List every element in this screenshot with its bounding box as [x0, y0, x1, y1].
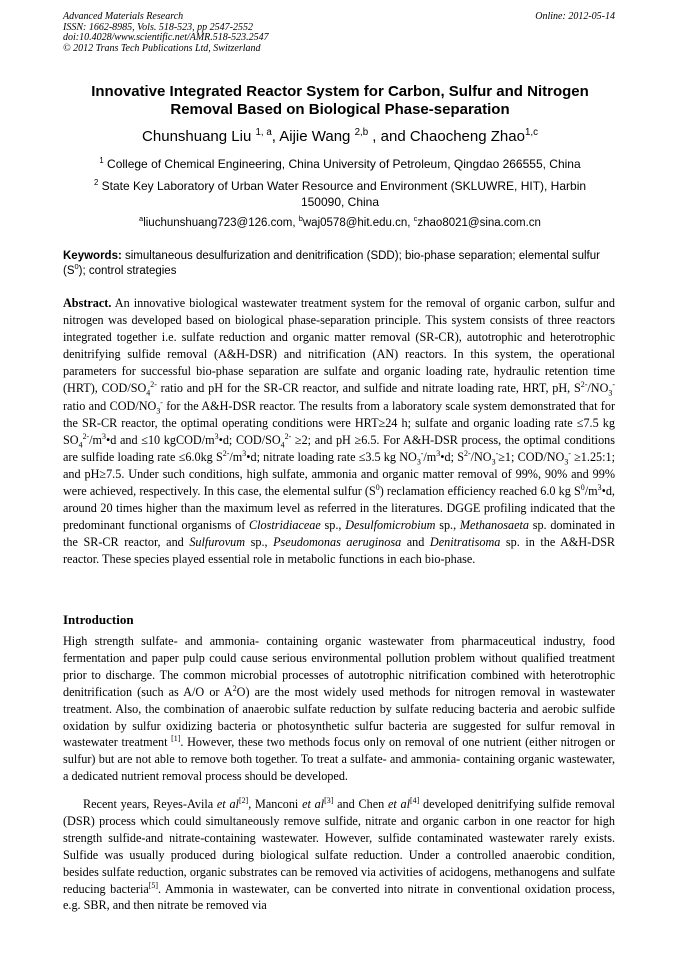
email-b-mark: b — [298, 214, 303, 224]
author-2: , Aijie Wang — [271, 128, 355, 145]
abstract-text: sp. dominated in the SR-CR reactor, and — [63, 518, 616, 550]
abstract-sub: 3 — [564, 457, 569, 467]
abstract-text: /NO — [587, 381, 609, 396]
body-text: Recent years, Reyes-Avila — [83, 797, 217, 811]
abstract-sub: 4 — [78, 440, 83, 450]
keywords-block — [63, 249, 615, 279]
abstract-sup: 2- — [464, 448, 471, 458]
abstract-text: for the A&H-DSR reactor. The results from a laboratory scale system demonstrated that for the SR-CR reactor, the optimal operating conditions were HRT≥24 h; sulfate and organic loading rate ≤7.5 kg SO — [63, 398, 616, 447]
email-b[interactable]: waj0578@hit.edu.cn, — [302, 217, 414, 229]
copyright-line: © 2012 Trans Tech Publications Ltd, Switzerland — [63, 42, 261, 54]
affiliation-1 — [70, 156, 610, 172]
author-1: Chunshuang Liu — [142, 128, 256, 145]
paper-title — [70, 83, 610, 119]
keywords-text: simultaneous desulfurization and denitrification (SDD); bio-phase separation; elemental sulfur (S — [63, 250, 600, 277]
affiliation-2 — [70, 178, 610, 210]
abstract-sup: 3 — [102, 431, 107, 441]
keywords-sup: 0 — [74, 262, 79, 272]
abstract-text: •d and ≤10 kgCOD/m — [106, 432, 215, 447]
citation-ref[interactable]: [4] — [410, 795, 420, 805]
abstract-text: ≥1; COD/NO — [498, 449, 565, 464]
abstract-sup: 2- — [284, 431, 292, 441]
abstract-sup: - — [420, 448, 424, 458]
citation-ref[interactable]: [2] — [238, 795, 249, 805]
abstract-sup: 2- — [150, 380, 157, 390]
body-text: O) are the most widely used methods for nitrogen removal in wastewater treatment. Also, the combination of anaerobic sulfate reduction by sulfate reducing bacteria and aerobic sulfide oxidation by sulfur oxidizing bacteria or photosynthetic sulfur bacteria are suggested for sulfur removal in wastewater treatment — [63, 684, 615, 750]
abstract-paragraph — [63, 295, 615, 569]
citation-ref[interactable]: [5] — [148, 880, 158, 890]
affiliation-2-city: 150090, China — [300, 195, 380, 209]
email-a-mark: a — [139, 214, 144, 224]
body-text: . However, these two methods focus only on removal of one nutrient (either nitrogen or sulfur) but are not able to remove both together. To treat a sulfate- and ammonia- containing organic wastewater, a dedicated nutrient removal process should be developed. — [63, 735, 615, 784]
abstract-text: /m — [423, 449, 437, 464]
abstract-text: ≥2; and pH ≥6.5. For A&H-DSR process, the optimal conditions are sulfide loading rate ≤6.0kg S — [63, 432, 615, 464]
abstract-sup: 0 — [580, 482, 585, 492]
abstract-sup: 3 — [597, 482, 602, 492]
citation-ref[interactable]: [1] — [171, 734, 181, 744]
abstract-text: and — [401, 535, 430, 550]
abstract-sup: 2- — [222, 448, 230, 458]
abstract-text: sp. in the A&H-DSR reactor. These species played essential role in metabolic functions in each bio-phase. — [63, 535, 615, 567]
author-2-affil: 2,b — [354, 127, 369, 138]
abstract-text: /m — [229, 449, 243, 464]
abstract-sub: 3 — [416, 457, 421, 467]
abstract-sup: - — [160, 397, 163, 407]
abstract-sup: - — [568, 448, 571, 458]
journal-header — [63, 12, 615, 54]
title-line-2: Removal Based on Biological Phase-separation — [170, 101, 510, 118]
keywords-label: Keywords: — [63, 250, 122, 262]
issn-line: ISSN: 1662-8985, Vols. 518-523, pp 2547-2552 — [63, 21, 253, 33]
abstract-text: sp., — [435, 518, 460, 533]
organism-name: Methanosaeta — [459, 518, 529, 533]
abstract-text: sp., — [245, 535, 274, 550]
keywords-text-end: ); control strategies — [78, 265, 177, 277]
body-text: . Ammonia in wastewater, can be converted into nitrate in conventional oxidation process, e.g. SBR, and then nitrate be removed via — [63, 881, 616, 913]
abstract-sup: 0 — [375, 482, 380, 492]
body-sup: 2 — [232, 683, 237, 693]
et-al: et al — [302, 797, 325, 811]
et-al: et al — [387, 797, 411, 811]
abstract-sup: 3 — [242, 448, 247, 458]
abstract-sub: 3 — [156, 406, 161, 415]
organism-name: Pseudomonas aeruginosa — [273, 535, 402, 550]
abstract-sub: 3 — [491, 457, 496, 467]
email-c[interactable]: zhao8021@sina.com.cn — [417, 217, 541, 229]
et-al: et al — [216, 797, 239, 811]
body-text: , Manconi — [248, 797, 303, 811]
author-1-affil: 1, a — [255, 127, 272, 138]
affiliation-2-number: 2 — [93, 178, 99, 187]
abstract-text: •d; COD/SO — [218, 432, 281, 447]
journal-name: Advanced Materials Research — [63, 11, 184, 22]
abstract-sub: 4 — [280, 440, 285, 450]
abstract-sup: - — [612, 380, 615, 390]
affiliation-2-text: State Key Laboratory of Urban Water Resource and Environment (SKLUWRE, HIT), Harbin — [98, 179, 587, 193]
abstract-sup: - — [495, 448, 499, 458]
abstract-text: sp., — [320, 518, 346, 533]
author-3: , and Chaocheng Zhao — [368, 128, 525, 145]
introduction-paragraph-2 — [63, 796, 615, 914]
abstract-sup: 3 — [214, 431, 219, 441]
abstract-text: •d, around 20 times higher than the maximum level as referred in the literatures. DGGE profiling indicated that the predominant functional organisms of — [63, 484, 615, 533]
abstract-text: An innovative biological wastewater treatment system for the removal of organic carbon, sulfur and nitrogen was developed based on biological phase-separation principle. This system consists of three reactors integrated together i.e. sulfate reduction and organic matter removal (SR-CR), autotrophic and heterotrophic denitrifying sulfide removal (A&H-DSR) and nitrification (AN) reactors. In this system, the operational parameters for successful bio-phase separation are sulfate and organic loading rate, hydraulic retention time (HRT), COD/SO — [63, 296, 615, 396]
abstract-sub: 4 — [146, 388, 151, 398]
introduction-heading: Introduction — [63, 612, 134, 627]
title-line-1: Innovative Integrated Reactor System for Carbon, Sulfur and Nitrogen — [91, 83, 589, 100]
abstract-text: ) reclamation efficiency reached 6.0 kg S — [379, 484, 581, 499]
introduction-paragraph-1 — [63, 633, 615, 785]
doi-line: doi:10.4028/www.scientific.net/AMR.518-523.2547 — [63, 32, 269, 43]
affiliation-1-number: 1 — [99, 156, 104, 165]
abstract-text: ratio and pH for the SR-CR reactor, and sulfide and nitrate loading rate, HRT, pH, S — [156, 381, 581, 396]
abstract-text: /m — [89, 432, 103, 447]
abstract-sup: 3 — [436, 448, 441, 458]
body-text: High strength sulfate- and ammonia- containing organic wastewater from pharmaceutical industry, food fermentation and paper pulp could cause serious environmental pollution problem without qualified treatment prior to discharge. The common microbial processes of autotrophic nitrification combined with heterotrophic denitrification (such as A/O or A — [63, 634, 615, 699]
abstract-sub: 3 — [608, 388, 613, 398]
organism-name: Sulfurovum — [189, 535, 246, 550]
abstract-text: •d; S — [440, 449, 464, 464]
abstract-text: /NO — [470, 449, 492, 464]
citation-ref[interactable]: [3] — [324, 795, 334, 805]
abstract-text: ≥1.25:1; and pH≥7.5. Under such conditions, high sulfate, ammonia and organic matter removal of 99%, 90% and 99% were achieved, respectively. In this case, the elemental sulfur (S — [63, 449, 616, 499]
abstract-text: ratio and COD/NO — [63, 398, 157, 413]
abstract-sup: 2- — [580, 380, 588, 390]
organism-name: Desulfomicrobium — [345, 518, 436, 533]
abstract-text: /m — [584, 484, 598, 499]
body-text: developed denitrifying sulfide removal (DSR) process which could simultaneously remove sulfide, nitrate and organic carbon in one reactor for high strength sulfide-and nitrate-containing wastewater. However, sulfide contaminated wastewater rarely exists. Sulfide was usually produced during biological sulfate reduction. Under a controlled anaerobic condition, besides sulfate reduction, organic substrates can be removed via activities of acidogens, methanogens and sulfate reducing bacteria — [63, 797, 616, 896]
affiliation-1-text: College of Chemical Engineering, China University of Petroleum, Qingdao 266555, China — [103, 157, 581, 171]
organism-name: Clostridiaceae — [249, 518, 321, 533]
organism-name: Denitratisoma — [429, 535, 501, 550]
abstract-sup: 2- — [82, 431, 90, 441]
body-text: and Chen — [333, 797, 388, 811]
abstract-text: •d; nitrate loading rate ≤3.5 kg NO — [246, 449, 417, 464]
author-3-affil: 1,c — [524, 127, 538, 138]
author-emails — [70, 215, 610, 231]
abstract-label: Abstract. — [63, 296, 112, 310]
email-a[interactable]: liuchunshuang723@126.com, — [143, 217, 299, 229]
online-date: Online: 2012-05-14 — [535, 11, 615, 22]
email-c-mark: c — [413, 214, 418, 224]
author-list — [60, 128, 620, 146]
